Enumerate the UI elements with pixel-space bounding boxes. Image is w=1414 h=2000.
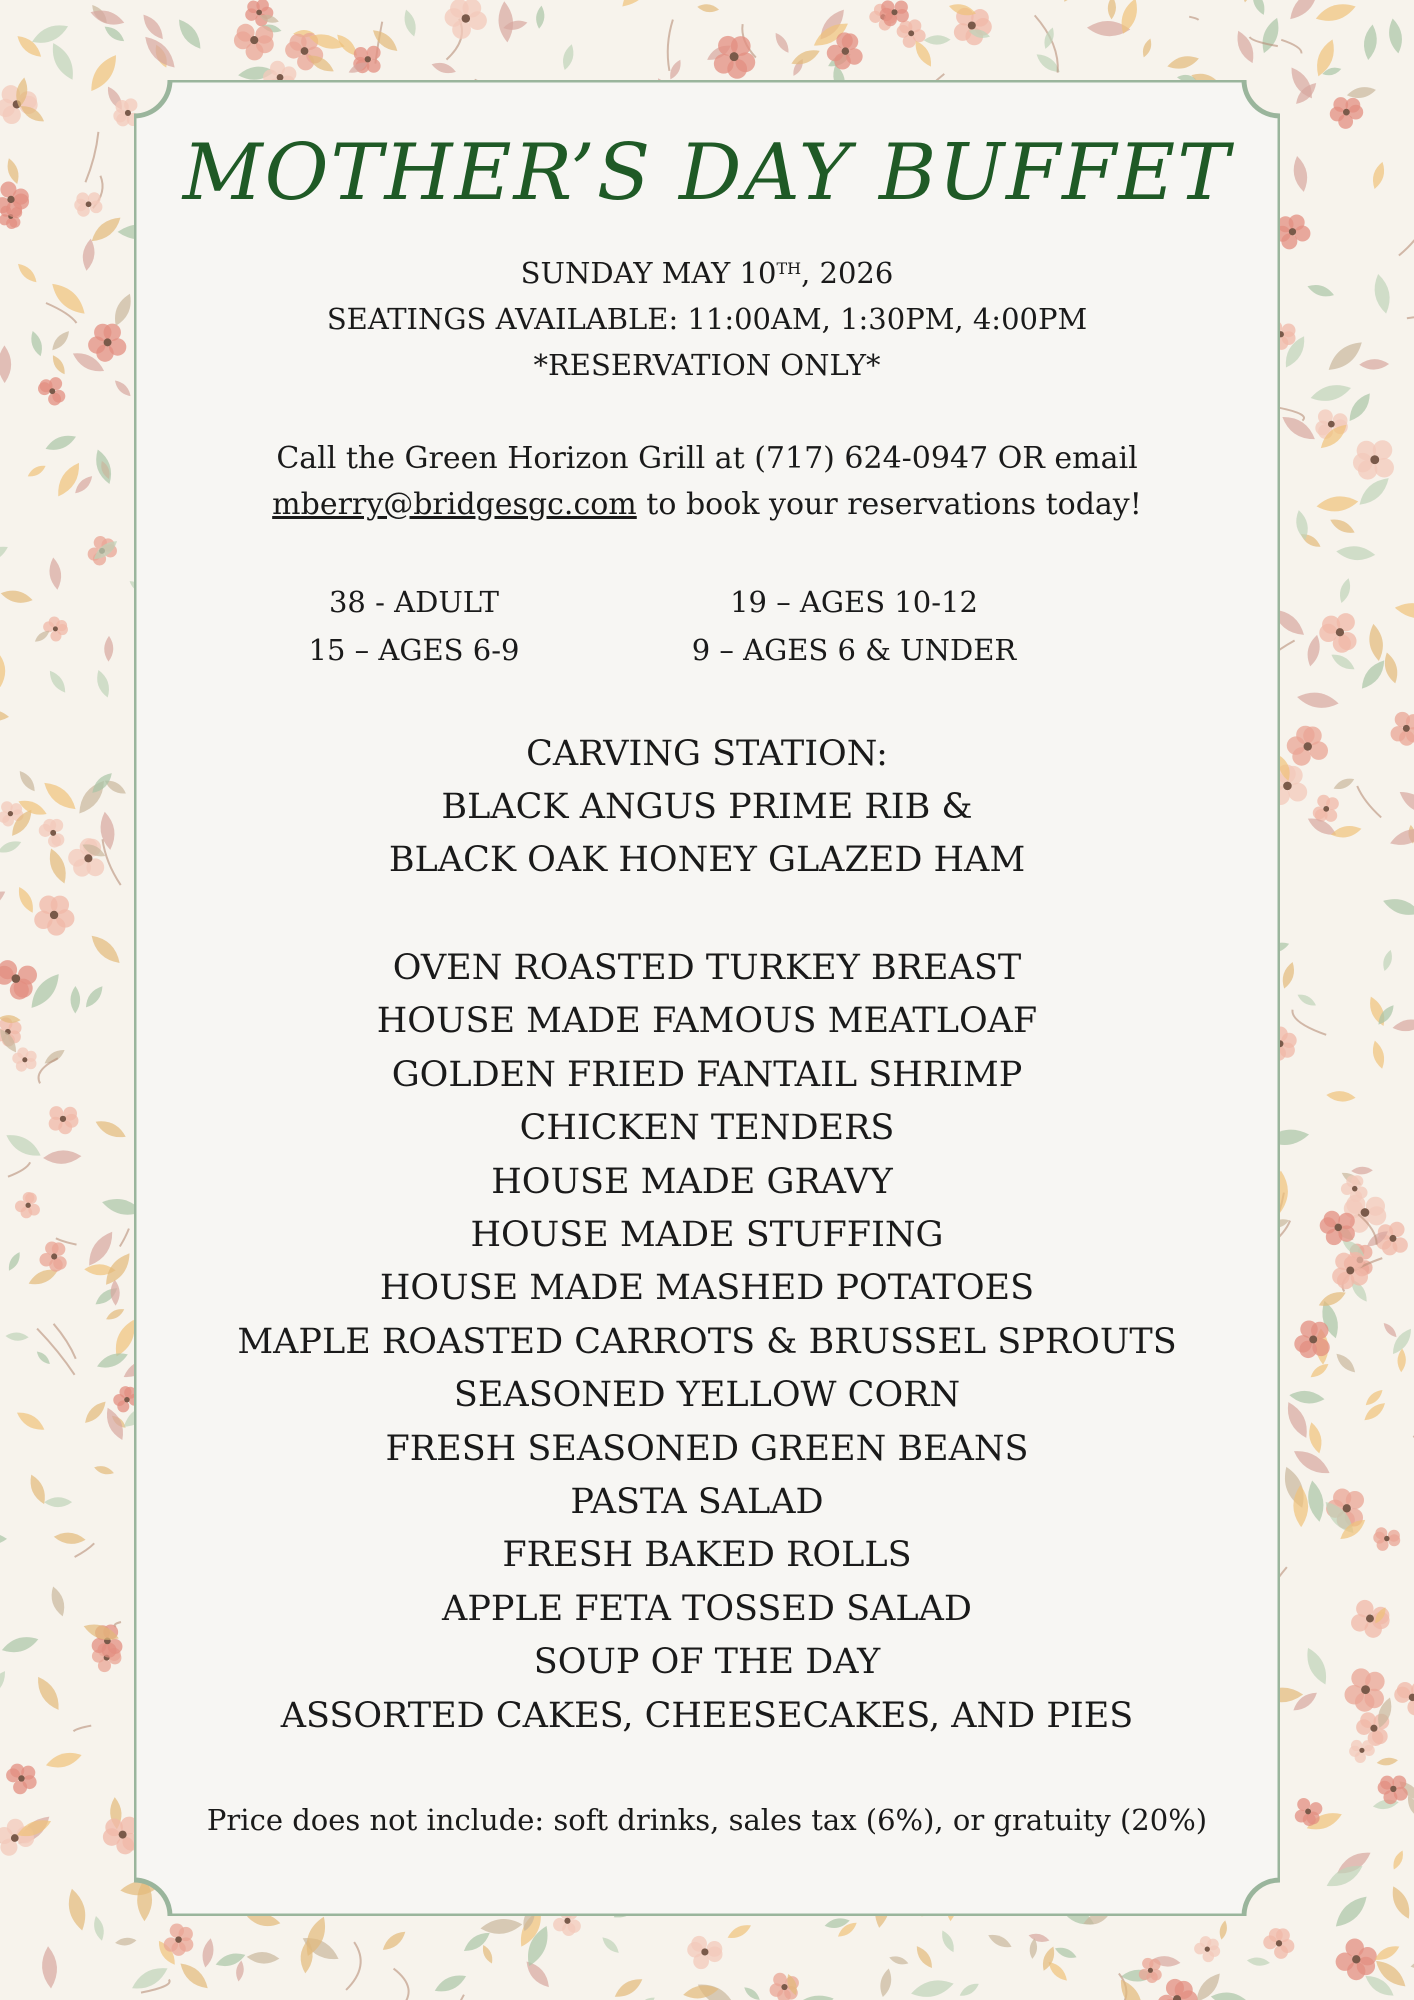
- leaf-decoration: [1327, 1866, 1363, 1886]
- leaf-decoration: [31, 331, 42, 356]
- leaf-decoration: [1316, 4, 1356, 21]
- leaf-decoration: [1247, 1957, 1270, 1965]
- leaf-decoration: [483, 1945, 492, 1963]
- leaf-decoration: [622, 0, 652, 6]
- leaf-decoration: [28, 466, 46, 477]
- stem-decoration: [346, 1942, 361, 1990]
- leaf-decoration: [792, 1996, 833, 2000]
- leaf-decoration: [1237, 31, 1253, 63]
- leaf-decoration: [1294, 156, 1307, 192]
- leaf-decoration: [1308, 635, 1320, 666]
- leaf-decoration: [1351, 1167, 1373, 1175]
- leaf-decoration: [1309, 1422, 1321, 1453]
- leaf-decoration: [5, 1333, 28, 1341]
- leaf-decoration: [1296, 510, 1308, 540]
- leaf-decoration: [0, 547, 8, 562]
- leaf-decoration: [1294, 1451, 1330, 1473]
- leaf-decoration: [179, 20, 200, 49]
- stem-decoration: [668, 20, 673, 71]
- leaf-decoration: [106, 1309, 124, 1319]
- leaf-decoration: [46, 436, 76, 450]
- leaf-decoration: [38, 1677, 59, 1710]
- leaf-decoration: [1359, 478, 1388, 505]
- leaf-decoration: [1297, 693, 1339, 708]
- stem-decoration: [1281, 40, 1301, 54]
- flower-decoration: [39, 1241, 66, 1271]
- reservation-note: *RESERVATION ONLY*: [533, 348, 881, 382]
- leaf-decoration: [536, 6, 544, 29]
- leaf-decoration: [1369, 624, 1383, 661]
- stem-decoration: [120, 1229, 129, 1247]
- leaf-decoration: [44, 1497, 72, 1507]
- leaf-decoration: [20, 771, 35, 791]
- seatings: SEATINGS AVAILABLE: 11:00AM, 1:30PM, 4:00PM: [326, 302, 1088, 336]
- flower-decoration: [1194, 1936, 1220, 1962]
- leaf-decoration: [1282, 417, 1314, 439]
- leaf-decoration: [1298, 995, 1316, 1006]
- flower-decoration: [1295, 1798, 1323, 1826]
- leaf-decoration: [18, 264, 36, 282]
- price-ages-10-12: 19 – AGES 10-12: [730, 585, 978, 619]
- leaf-decoration: [50, 671, 65, 693]
- leaf-decoration: [85, 1402, 105, 1423]
- leaf-decoration: [615, 1979, 643, 1997]
- event-date: SUNDAY MAY 10TH, 2026: [520, 256, 894, 290]
- menu-item: HOUSE MADE GRAVY: [491, 1161, 893, 1202]
- leaf-decoration: [0, 710, 9, 721]
- leaf-decoration: [1122, 0, 1137, 34]
- leaf-decoration: [92, 218, 121, 241]
- leaf-decoration: [1330, 519, 1354, 532]
- leaf-decoration: [1030, 1938, 1037, 1959]
- leaf-decoration: [115, 294, 131, 326]
- leaf-decoration: [1364, 1403, 1385, 1420]
- leaf-decoration: [97, 670, 109, 697]
- leaf-decoration: [1049, 1962, 1067, 1981]
- leaf-decoration: [94, 1466, 114, 1474]
- leaf-decoration: [91, 55, 116, 91]
- leaf-decoration: [1408, 1796, 1414, 1819]
- flower-decoration: [1373, 1527, 1400, 1551]
- leaf-decoration: [1393, 1020, 1414, 1032]
- leaf-decoration: [1383, 950, 1392, 971]
- leaf-decoration: [1375, 1946, 1400, 1960]
- leaf-decoration: [924, 35, 951, 44]
- leaf-decoration: [21, 106, 44, 121]
- stem-decoration: [1189, 17, 1198, 20]
- leaf-decoration: [17, 1413, 44, 1430]
- leaf-decoration: [916, 41, 932, 67]
- leaf-decoration: [31, 1475, 45, 1504]
- leaf-decoration: [383, 1932, 406, 1950]
- price-list: [134, 578, 1280, 674]
- leaf-decoration: [1317, 496, 1359, 511]
- leaf-decoration: [911, 1980, 954, 1997]
- flower-decoration: [687, 1936, 722, 1969]
- menu-item: MAPLE ROASTED CARROTS & BRUSSEL SPROUTS: [237, 1321, 1177, 1362]
- leaf-decoration: [1329, 342, 1362, 370]
- flower-decoration: [74, 192, 102, 216]
- leaf-decoration: [180, 1964, 207, 1989]
- stem-decoration: [73, 1726, 91, 1732]
- leaf-decoration: [35, 631, 50, 642]
- leaf-decoration: [499, 1, 514, 42]
- leaf-decoration: [1, 591, 33, 603]
- leaf-decoration: [116, 1320, 135, 1357]
- leaf-decoration: [89, 1232, 112, 1266]
- leaf-decoration: [32, 25, 68, 42]
- flower-decoration: [1394, 1681, 1414, 1715]
- leaf-decoration: [115, 381, 131, 397]
- leaf-decoration: [96, 1121, 126, 1137]
- leaf-decoration: [1377, 1758, 1398, 1766]
- stem-decoration: [437, 1995, 464, 2000]
- price-adult: 38 - ADULT: [328, 585, 499, 619]
- leaf-decoration: [776, 33, 789, 53]
- leaf-decoration: [1326, 1091, 1355, 1101]
- leaf-decoration: [1393, 1886, 1410, 1918]
- leaf-decoration: [247, 1952, 280, 1964]
- menu-item: SEASONED YELLOW CORN: [453, 1375, 961, 1416]
- leaf-decoration: [889, 1956, 908, 1964]
- menu-item: GOLDEN FRIED FANTAIL SHRIMP: [391, 1054, 1023, 1095]
- flower-decoration: [88, 324, 126, 362]
- flower-decoration: [34, 896, 74, 936]
- flower-decoration: [1287, 726, 1328, 766]
- leaf-decoration: [1359, 359, 1389, 369]
- flower-decoration: [714, 36, 755, 79]
- leaf-decoration: [75, 476, 92, 493]
- carving-station: [134, 728, 1280, 887]
- stem-decoration: [8, 1162, 30, 1176]
- flower-decoration: [164, 1923, 194, 1955]
- leaf-decoration: [949, 4, 976, 15]
- leaf-decoration: [942, 1930, 954, 1952]
- leaf-decoration: [83, 239, 95, 271]
- menu-item: FRESH BAKED ROLLS: [502, 1535, 912, 1576]
- menu-item: HOUSE MADE STUFFING: [470, 1215, 944, 1256]
- leaf-decoration: [481, 1919, 523, 1934]
- leaf-decoration: [19, 887, 33, 913]
- flower-decoration: [15, 1192, 40, 1218]
- flower-decoration: [1330, 97, 1363, 129]
- leaf-decoration: [97, 1353, 128, 1367]
- leaf-decoration: [44, 783, 75, 809]
- leaf-decoration: [1362, 660, 1384, 688]
- menu-item: OVEN ROASTED TURKEY BREAST: [392, 948, 1022, 988]
- leaf-decoration: [1283, 962, 1294, 989]
- flower-decoration: [49, 1106, 79, 1134]
- leaf-decoration: [53, 355, 65, 374]
- leaf-decoration: [1263, 18, 1279, 53]
- leaf-decoration: [29, 1270, 58, 1285]
- leaf-decoration: [8, 158, 19, 184]
- carving-heading: CARVING STATION:: [526, 734, 888, 774]
- leaf-decoration: [0, 1671, 5, 1696]
- stem-decoration: [54, 1324, 76, 1359]
- leaf-decoration: [1336, 546, 1375, 560]
- flower-decoration: [0, 181, 29, 217]
- menu-item: CHICKEN TENDERS: [519, 1108, 895, 1149]
- leaf-decoration: [563, 44, 573, 70]
- flower-decoration: [234, 24, 274, 61]
- flower-decoration: [1313, 795, 1339, 822]
- leaf-decoration: [1055, 1948, 1077, 1958]
- price-ages-6-9: 15 – AGES 6-9: [308, 633, 520, 667]
- leaf-decoration: [1383, 899, 1414, 915]
- leaf-decoration: [1375, 274, 1390, 314]
- leaf-decoration: [880, 1968, 891, 1997]
- flower-decoration: [6, 1764, 37, 1795]
- leaf-decoration: [1366, 1390, 1383, 1405]
- leaf-decoration: [6, 1135, 40, 1156]
- leaf-decoration: [1393, 1851, 1403, 1870]
- leaf-decoration: [71, 986, 81, 1013]
- leaf-decoration: [236, 1961, 244, 1982]
- menu-item: ASSORTED CAKES, CHEESECAKES, AND PIES: [280, 1695, 1134, 1736]
- leaf-decoration: [1121, 1980, 1142, 2000]
- leaf-decoration: [0, 1533, 7, 1546]
- leaf-decoration: [988, 1935, 1011, 1947]
- leaf-decoration: [435, 1976, 466, 1992]
- leaf-decoration: [1373, 1041, 1384, 1069]
- leaf-decoration: [0, 892, 5, 910]
- leaf-decoration: [1211, 1992, 1249, 2000]
- menu-item: PASTA SALAD: [570, 1482, 824, 1523]
- leaf-decoration: [744, 1987, 760, 1999]
- leaf-decoration: [1220, 1920, 1227, 1939]
- leaf-decoration: [1336, 1897, 1367, 1927]
- stem-decoration: [115, 1622, 121, 1627]
- leaf-decoration: [0, 841, 21, 852]
- leaf-decoration: [1319, 1292, 1346, 1306]
- flower-decoration: [1332, 1252, 1368, 1289]
- flower-decoration: [43, 616, 68, 641]
- stem-decoration: [394, 1969, 409, 2000]
- flower-decoration: [1353, 440, 1394, 479]
- leaf-decoration: [1373, 162, 1384, 189]
- carving-item: BLACK ANGUS PRIME RIB &: [441, 787, 973, 827]
- leaf-decoration: [92, 936, 120, 963]
- leaf-decoration: [1167, 56, 1199, 68]
- stem-decoration: [1407, 307, 1414, 318]
- leaf-decoration: [52, 331, 69, 350]
- leaf-decoration: [105, 27, 125, 42]
- leaf-decoration: [37, 1352, 50, 1365]
- leaf-decoration: [1289, 1391, 1324, 1404]
- leaf-decoration: [43, 1150, 81, 1163]
- price-disclaimer: Price does not include: soft drinks, sales tax (6%), or gratuity (20%): [206, 1803, 1208, 1837]
- leaf-decoration: [2, 1637, 38, 1652]
- stem-decoration: [1357, 786, 1381, 817]
- contact-info: [134, 436, 1280, 528]
- leaf-decoration: [0, 345, 11, 383]
- leaf-decoration: [115, 1938, 136, 1946]
- stem-decoration: [1292, 1010, 1326, 1035]
- flower-decoration: [1378, 1775, 1408, 1804]
- menu-list: [134, 942, 1280, 1743]
- leaf-decoration: [54, 1533, 86, 1544]
- leaf-decoration: [1389, 19, 1402, 54]
- flower-decoration: [39, 819, 65, 848]
- leaf-decoration: [42, 1946, 57, 1988]
- leaf-decoration: [1395, 603, 1414, 618]
- flower-decoration: [1345, 1668, 1385, 1711]
- menu-card: [134, 80, 1280, 1916]
- flower-decoration: [0, 960, 37, 999]
- leaf-decoration: [1340, 578, 1350, 603]
- flower-decoration: [1263, 1928, 1294, 1959]
- stem-decoration: [37, 1329, 75, 1375]
- leaf-decoration: [45, 1050, 65, 1063]
- leaf-decoration: [1290, 0, 1317, 19]
- leaf-decoration: [1390, 829, 1414, 845]
- stem-decoration: [75, 1543, 95, 1557]
- flower-decoration: [1157, 1979, 1197, 2000]
- leaf-decoration: [670, 60, 680, 80]
- contact-line-2: mberry@bridgesgc.com to book your reservations today!: [272, 487, 1142, 522]
- leaf-decoration: [1143, 38, 1151, 57]
- event-info: [134, 250, 1280, 388]
- leaf-decoration: [1311, 385, 1351, 401]
- flower-decoration: [1336, 1939, 1377, 1981]
- leaf-decoration: [91, 10, 125, 24]
- leaf-decoration: [917, 1946, 932, 1968]
- leaf-decoration: [791, 50, 819, 64]
- leaf-decoration: [107, 1408, 123, 1440]
- leaf-decoration: [50, 849, 66, 884]
- leaf-decoration: [143, 15, 162, 39]
- flower-decoration: [1349, 1740, 1375, 1763]
- leaf-decoration: [1311, 1364, 1329, 1377]
- flower-decoration: [38, 377, 65, 405]
- menu-item: HOUSE MADE FAMOUS MEATLOAF: [376, 1001, 1038, 1042]
- leaf-decoration: [104, 636, 113, 662]
- menu-item: HOUSE MADE MASHED POTATOES: [379, 1268, 1035, 1309]
- leaf-decoration: [1108, 0, 1116, 19]
- flower-decoration: [1391, 712, 1414, 746]
- leaf-decoration: [1385, 653, 1397, 684]
- email-link[interactable]: mberry@bridgesgc.com: [272, 487, 637, 522]
- leaf-decoration: [432, 63, 456, 73]
- leaf-decoration: [49, 558, 61, 590]
- flower-decoration: [1139, 1958, 1162, 1983]
- leaf-decoration: [0, 652, 5, 687]
- flower-decoration: [897, 19, 926, 48]
- leaf-decoration: [405, 10, 416, 37]
- carving-item: BLACK OAK HONEY GLAZED HAM: [388, 840, 1026, 880]
- leaf-decoration: [1331, 655, 1354, 670]
- leaf-decoration: [145, 37, 174, 68]
- leaf-decoration: [1308, 1480, 1323, 1521]
- leaf-decoration: [132, 1968, 167, 1988]
- leaf-decoration: [1400, 792, 1414, 814]
- leaf-decoration: [1364, 25, 1377, 60]
- leaf-decoration: [1064, 0, 1076, 2]
- leaf-decoration: [1029, 1934, 1050, 1942]
- stem-decoration: [1399, 227, 1414, 255]
- leaf-decoration: [53, 43, 73, 80]
- menu-item: SOUP OF THE DAY: [533, 1642, 881, 1683]
- leaf-decoration: [1350, 393, 1370, 421]
- leaf-decoration: [960, 1984, 979, 1996]
- leaf-decoration: [697, 4, 719, 12]
- price-ages-6-under: 9 – AGES 6 & UNDER: [691, 633, 1017, 667]
- flower-decoration: [1319, 613, 1356, 653]
- stem-decoration: [85, 132, 98, 182]
- leaf-decoration: [602, 1937, 618, 1953]
- leaf-decoration: [1243, 0, 1251, 2]
- flower-decoration: [1351, 1600, 1390, 1638]
- leaf-decoration: [1307, 285, 1333, 296]
- leaf-decoration: [1253, 0, 1264, 15]
- leaf-decoration: [94, 1916, 104, 1941]
- leaf-decoration: [1411, 1960, 1414, 1969]
- leaf-decoration: [1334, 779, 1355, 789]
- menu-item: FRESH SEASONED GREEN BEANS: [385, 1428, 1029, 1469]
- leaf-decoration: [1288, 1402, 1307, 1438]
- flower-decoration: [445, 0, 487, 39]
- leaf-decoration: [1347, 87, 1376, 98]
- contact-line: Call the Green Horizon Grill at (717) 624-0947 OR email: [276, 441, 1138, 476]
- leaf-decoration: [1331, 826, 1361, 837]
- leaf-decoration: [1398, 1348, 1406, 1372]
- leaf-decoration: [46, 1753, 82, 1768]
- leaf-decoration: [728, 1925, 751, 1938]
- leaf-decoration: [9, 1252, 20, 1271]
- flower-decoration: [1320, 1211, 1355, 1245]
- menu-item: APPLE FETA TOSSED SALAD: [442, 1588, 972, 1629]
- leaf-decoration: [1384, 1323, 1397, 1337]
- leaf-decoration: [86, 986, 102, 1007]
- leaf-decoration: [1336, 1354, 1355, 1373]
- flower-decoration: [68, 838, 104, 877]
- page-title: MOTHER’S DAY BUFFET: [182, 128, 1232, 218]
- leaf-decoration: [203, 1938, 214, 1967]
- leaf-decoration: [69, 1889, 85, 1931]
- leaf-decoration: [111, 1280, 120, 1306]
- leaf-decoration: [1307, 1648, 1326, 1685]
- leaf-decoration: [52, 1587, 65, 1617]
